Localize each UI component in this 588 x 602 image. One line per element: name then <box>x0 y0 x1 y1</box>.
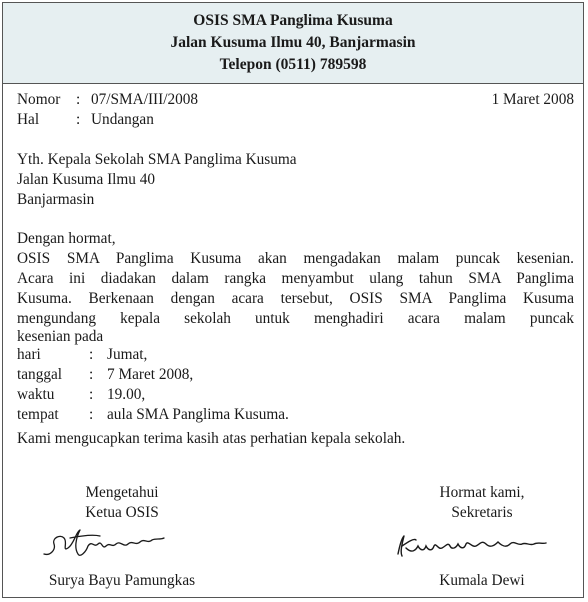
letter-date: 1 Maret 2008 <box>491 91 574 108</box>
handwritten-signature-left <box>40 524 170 562</box>
paragraph-line: Acara ini diadakan dalam rangka menyambut ulang tahun SMA Panglima <box>17 270 574 287</box>
org-phone: Telepon (0511) 789598 <box>219 56 367 73</box>
signature-role: Sekretaris <box>451 504 513 521</box>
signature-title: Mengetahui <box>85 484 159 501</box>
handwritten-signature-right <box>392 530 552 560</box>
detail-value: 7 Maret 2008, <box>107 366 194 383</box>
recipient-line-2: Jalan Kusuma Ilmu 40 <box>17 171 156 188</box>
letterhead <box>3 3 583 84</box>
paragraph-line: kesenian pada <box>17 328 104 345</box>
org-name: OSIS SMA Panglima Kusuma <box>193 12 393 29</box>
signature-role: Ketua OSIS <box>85 504 159 521</box>
paragraph-line: OSIS SMA Panglima Kusuma akan mengadakan malam puncak kesenian. <box>17 250 574 267</box>
detail-row-hari <box>17 345 574 365</box>
hal-label: Hal <box>17 111 40 128</box>
paragraph-line: Kusuma. Berkenaan dengan acara tersebut, OSIS SMA Panglima Kusuma <box>17 290 574 307</box>
nomor-line <box>17 90 574 110</box>
recipient-line-1: Yth. Kepala Sekolah SMA Panglima Kusuma <box>17 151 297 168</box>
closing-sentence: Kami mengucapkan terima kasih atas perhatian kepala sekolah. <box>17 430 406 447</box>
colon: : <box>76 91 81 108</box>
colon: : <box>89 346 94 363</box>
nomor-label: Nomor <box>17 91 61 108</box>
org-address: Jalan Kusuma Ilmu 40, Banjarmasin <box>170 34 416 51</box>
colon: : <box>89 366 94 383</box>
greeting: Dengan hormat, <box>17 230 116 247</box>
detail-row-tempat <box>17 405 574 425</box>
detail-value: Jumat, <box>107 346 148 363</box>
detail-label: hari <box>17 346 41 363</box>
detail-row-tanggal <box>17 365 574 385</box>
detail-label: waktu <box>17 386 55 403</box>
recipient-line-3: Banjarmasin <box>17 191 95 208</box>
detail-value: 19.00, <box>107 386 146 403</box>
letter-body <box>17 90 574 449</box>
paragraph-line: mengundang kepala sekolah untuk menghadiri acara malam puncak <box>17 310 574 327</box>
detail-value: aula SMA Panglima Kusuma. <box>107 406 289 423</box>
detail-label: tempat <box>17 406 59 423</box>
hal-line <box>17 110 574 130</box>
detail-row-waktu <box>17 385 574 405</box>
hal-value: Undangan <box>91 111 154 128</box>
colon: : <box>89 386 94 403</box>
colon: : <box>89 406 94 423</box>
detail-label: tanggal <box>17 366 63 383</box>
signatory-name: Surya Bayu Pamungkas <box>48 572 196 589</box>
colon: : <box>76 111 81 128</box>
signature-title: Hormat kami, <box>439 484 525 501</box>
signatory-name: Kumala Dewi <box>439 572 525 589</box>
nomor-value: 07/SMA/III/2008 <box>91 91 199 108</box>
